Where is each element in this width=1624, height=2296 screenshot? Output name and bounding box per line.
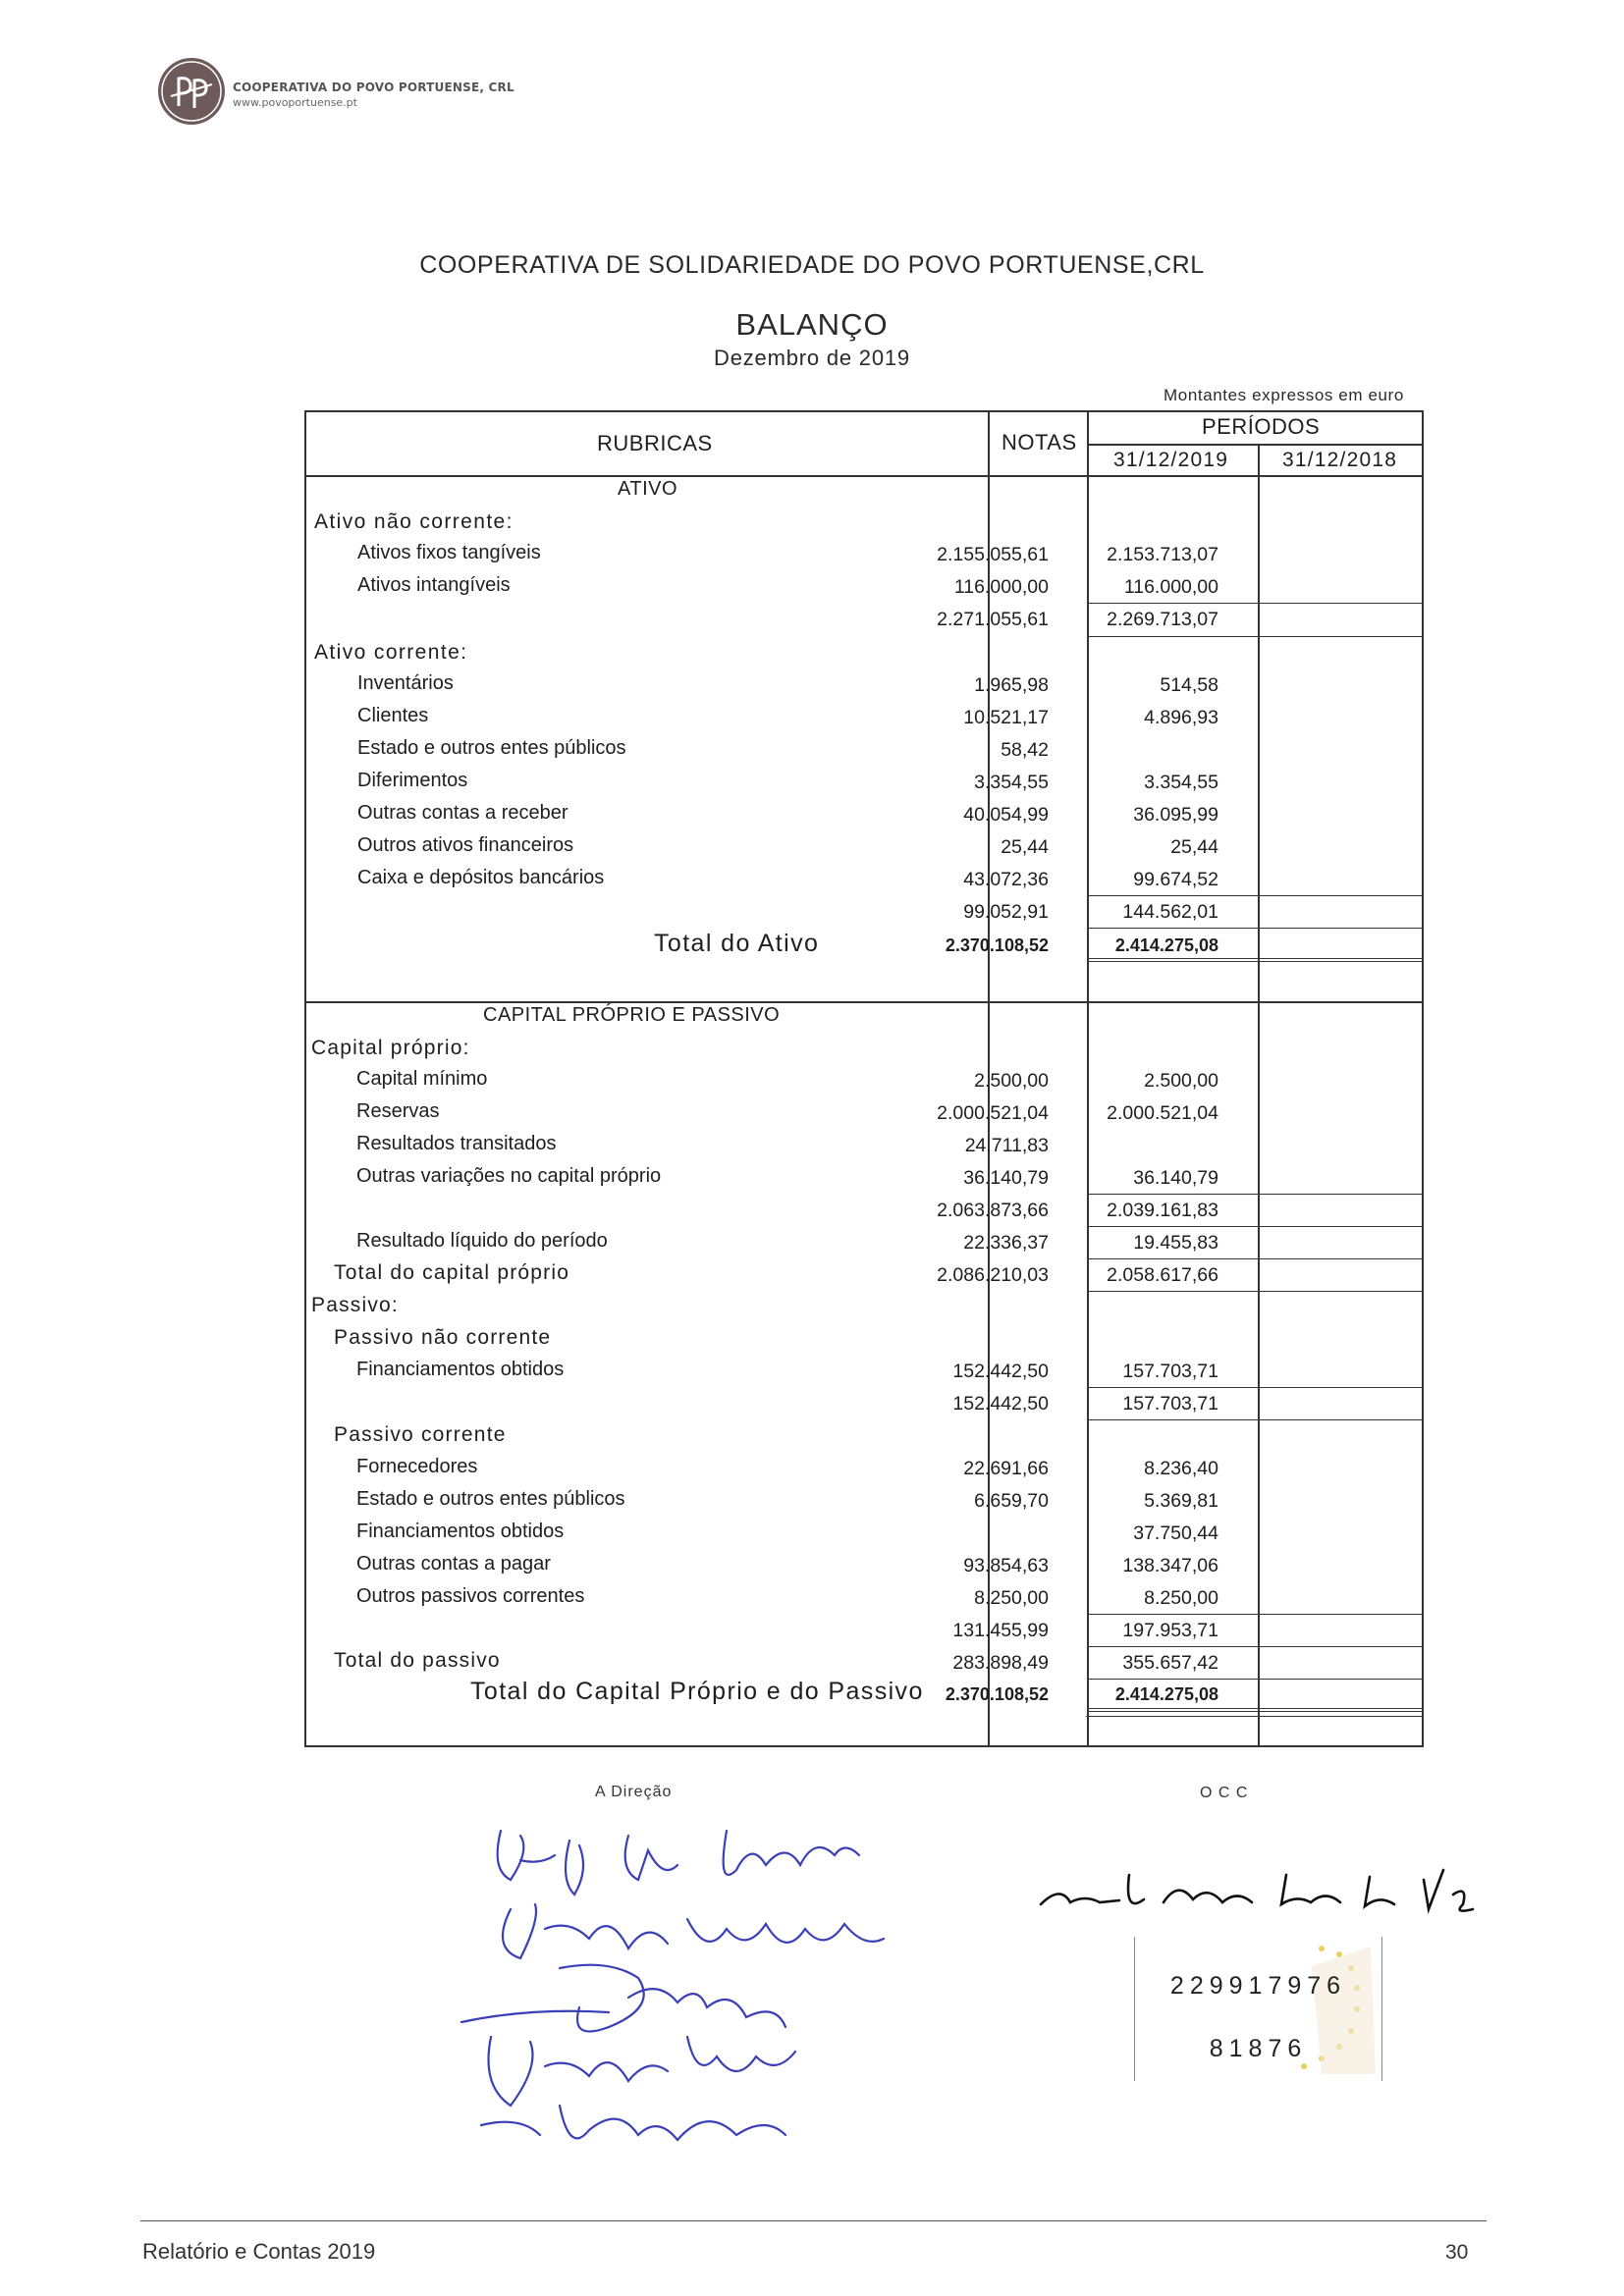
total-passivo-2019: 283.898,49: [952, 1652, 1049, 1674]
row-value-2019: 2.000.521,04: [937, 1102, 1049, 1124]
label-passivo-nao-corrente: Passivo não corrente: [334, 1326, 552, 1349]
row-label: Outras contas a pagar: [356, 1553, 551, 1575]
stamp-number-1: 229917976: [1169, 1972, 1347, 2000]
row-value-2019: 58,42: [1001, 739, 1049, 761]
logo-url: www.povoportuense.pt: [233, 96, 357, 109]
occ-signature-icon: [1031, 1855, 1483, 1924]
section-ativo: ATIVO: [618, 478, 678, 500]
row-value-2019: 2.500,00: [974, 1070, 1049, 1092]
row-value-2018: 514,58: [1160, 674, 1218, 696]
row-value-2018: 116.000,00: [1123, 576, 1218, 598]
row-label: Reservas: [356, 1100, 440, 1122]
row-value-2018: 8.236,40: [1144, 1458, 1218, 1479]
logo-name: COOPERATIVA DO POVO PORTUENSE, CRL: [233, 80, 514, 94]
total-passivo-label: Total do passivo: [334, 1649, 501, 1672]
organization-title: COOPERATIVA DE SOLIDARIEDADE DO POVO PORTUENSE,CRL: [419, 251, 1205, 279]
row-label: Caixa e depósitos bancários: [357, 867, 605, 888]
subtotal-line: [1088, 1679, 1424, 1680]
row-label: Diferimentos: [357, 770, 468, 791]
subtotal-line: [1088, 1226, 1424, 1227]
row-label: Estado e outros entes públicos: [357, 737, 626, 759]
subtotal-line: [1088, 928, 1424, 929]
row-label: Capital mínimo: [356, 1068, 488, 1090]
subtotal-2019: 2.271.055,61: [937, 609, 1049, 630]
row-label: Outros ativos financeiros: [357, 834, 574, 856]
occ-label: O C C: [1200, 1785, 1249, 1801]
total-ativo-2018: 2.414.275,08: [1114, 935, 1218, 955]
row-value-2018: 2.153.713,07: [1107, 544, 1218, 565]
cooperative-logo-icon: [157, 57, 226, 126]
units-note: Montantes expressos em euro: [1164, 386, 1404, 404]
direction-signatures-icon: [452, 1811, 923, 2174]
row-value-2018: 36.140,79: [1133, 1167, 1218, 1189]
row-value-2018: 3.354,55: [1144, 772, 1218, 793]
row-value-2019: 1.965,98: [974, 674, 1049, 696]
row-value-2019: 10.521,17: [963, 707, 1049, 728]
total-capital-passivo-label: Total do Capital Próprio e do Passivo: [470, 1678, 924, 1705]
row-label: Outras variações no capital próprio: [356, 1165, 662, 1187]
row-value-2019: 40.054,99: [963, 804, 1049, 826]
subtotal-line: [1088, 1258, 1424, 1259]
subtotal-line: [1088, 1646, 1424, 1647]
subtotal-2019: 2.063.873,66: [937, 1200, 1049, 1221]
label-passivo: Passivo:: [311, 1294, 399, 1316]
row-label: Financiamentos obtidos: [356, 1359, 565, 1380]
ativo-bottom-border: [304, 1001, 1424, 1003]
total-capital-2019: 2.086.210,03: [937, 1264, 1049, 1286]
row-value-2018: 138.347,06: [1122, 1555, 1218, 1576]
row-label: Ativos fixos tangíveis: [357, 542, 541, 563]
subtotal-line: [1088, 603, 1424, 604]
row-value-2019: 25,44: [1001, 836, 1049, 858]
section-capital-passivo: CAPITAL PRÓPRIO E PASSIVO: [483, 1004, 781, 1026]
row-value-2019: 6.659,70: [974, 1490, 1049, 1512]
periods-divider: [1088, 444, 1424, 446]
row-value-2019: 43.072,36: [963, 869, 1049, 890]
row-label: Resultados transitados: [356, 1133, 557, 1154]
header-period-2018: 31/12/2018: [1282, 449, 1398, 471]
row-value-2018: 4.896,93: [1144, 707, 1218, 728]
total-capital-passivo-2019: 2.370.108,52: [945, 1684, 1049, 1704]
direction-label: A Direção: [595, 1784, 673, 1800]
row-value-2019: 116.000,00: [953, 576, 1049, 598]
stamp-number-2: 81876: [1209, 2035, 1308, 2062]
row-label: Outros passivos correntes: [356, 1585, 585, 1607]
occ-stamp: [1134, 1937, 1382, 2081]
row-value-2018: 19.455,83: [1133, 1232, 1218, 1254]
row-label: Fornecedores: [356, 1456, 478, 1477]
subtotal-line: [1088, 1387, 1424, 1388]
row-value-2018: 37.750,44: [1133, 1522, 1218, 1544]
header-rubricas: RUBRICAS: [597, 431, 713, 455]
subtotal-2018: 197.953,71: [1122, 1620, 1218, 1641]
row-value-2018: 8.250,00: [1144, 1587, 1218, 1609]
subtotal-line: [1088, 1419, 1424, 1420]
row-value-2018: 25,44: [1170, 836, 1218, 858]
subtotal-line: [1088, 636, 1424, 637]
row-value-2018: 2.000.521,04: [1107, 1102, 1218, 1124]
document-date: Dezembro de 2019: [714, 346, 910, 370]
subtotal-2019: 99.052,91: [963, 901, 1049, 923]
header-notas: NOTAS: [1001, 430, 1077, 454]
subtotal-line: [1088, 895, 1424, 896]
subtotal-line: [1088, 1614, 1424, 1615]
total-double-line: [1088, 958, 1424, 962]
footer-page-number: 30: [1445, 2241, 1469, 2264]
label-passivo-corrente: Passivo corrente: [334, 1423, 507, 1446]
footer-divider: [140, 2220, 1487, 2221]
subtotal-2019: 152.442,50: [952, 1393, 1049, 1415]
row-value-2018: 5.369,81: [1144, 1490, 1218, 1512]
total-ativo-2019: 2.370.108,52: [945, 935, 1049, 955]
subtotal-line: [1088, 1194, 1424, 1195]
footer-row-line: [1086, 1716, 1424, 1717]
row-label: Clientes: [357, 705, 429, 726]
document-title: BALANÇO: [735, 307, 889, 342]
row-label: Estado e outros entes públicos: [356, 1488, 625, 1510]
row-value-2019: 8.250,00: [974, 1587, 1049, 1609]
balance-sheet-table: [304, 410, 1424, 1747]
row-value-2019: 36.140,79: [963, 1167, 1049, 1189]
label-capital-proprio: Capital próprio:: [311, 1037, 470, 1059]
subtotal-2018: 2.039.161,83: [1107, 1200, 1218, 1221]
row-label: Financiamentos obtidos: [356, 1521, 565, 1542]
header-periodos: PERÍODOS: [1202, 414, 1321, 439]
header-period-2019: 31/12/2019: [1113, 449, 1229, 471]
total-double-line: [1088, 1708, 1424, 1712]
row-value-2018: 157.703,71: [1122, 1361, 1218, 1382]
header-bottom-border: [304, 475, 1424, 477]
subtotal-2018: 157.703,71: [1122, 1393, 1218, 1415]
row-label: Resultado líquido do período: [356, 1230, 608, 1252]
row-value-2019: 152.442,50: [952, 1361, 1049, 1382]
row-value-2019: 93.854,63: [963, 1555, 1049, 1576]
label-ativo-nao-corrente: Ativo não corrente:: [314, 510, 514, 533]
subtotal-2018: 2.269.713,07: [1107, 609, 1218, 630]
table-top-border: [304, 410, 1424, 412]
total-ativo-label: Total do Ativo: [654, 930, 820, 957]
row-value-2019: 22.336,37: [963, 1232, 1049, 1254]
row-value-2018: 99.674,52: [1133, 869, 1218, 890]
label-ativo-corrente: Ativo corrente:: [314, 641, 468, 664]
total-capital-passivo-2018: 2.414.275,08: [1114, 1684, 1218, 1704]
total-capital-2018: 2.058.617,66: [1107, 1264, 1218, 1286]
row-value-2019: 3.354,55: [974, 772, 1049, 793]
row-label: Inventários: [357, 672, 454, 694]
footer-report-title: Relatório e Contas 2019: [142, 2239, 376, 2264]
subtotal-line: [1088, 1291, 1424, 1292]
total-capital-label: Total do capital próprio: [334, 1261, 570, 1284]
subtotal-2019: 131.455,99: [952, 1620, 1049, 1641]
row-value-2018: 2.500,00: [1144, 1070, 1218, 1092]
row-value-2018: 36.095,99: [1133, 804, 1218, 826]
subtotal-2018: 144.562,01: [1122, 901, 1218, 923]
total-passivo-2018: 355.657,42: [1122, 1652, 1218, 1674]
row-value-2019: 2.155.055,61: [937, 544, 1049, 565]
row-label: Outras contas a receber: [357, 802, 568, 824]
row-label: Ativos intangíveis: [357, 574, 511, 596]
row-value-2019: 24.711,83: [964, 1135, 1049, 1156]
logo-text: [233, 80, 514, 109]
period2-left-border: [1258, 444, 1260, 1745]
row-value-2019: 22.691,66: [963, 1458, 1049, 1479]
